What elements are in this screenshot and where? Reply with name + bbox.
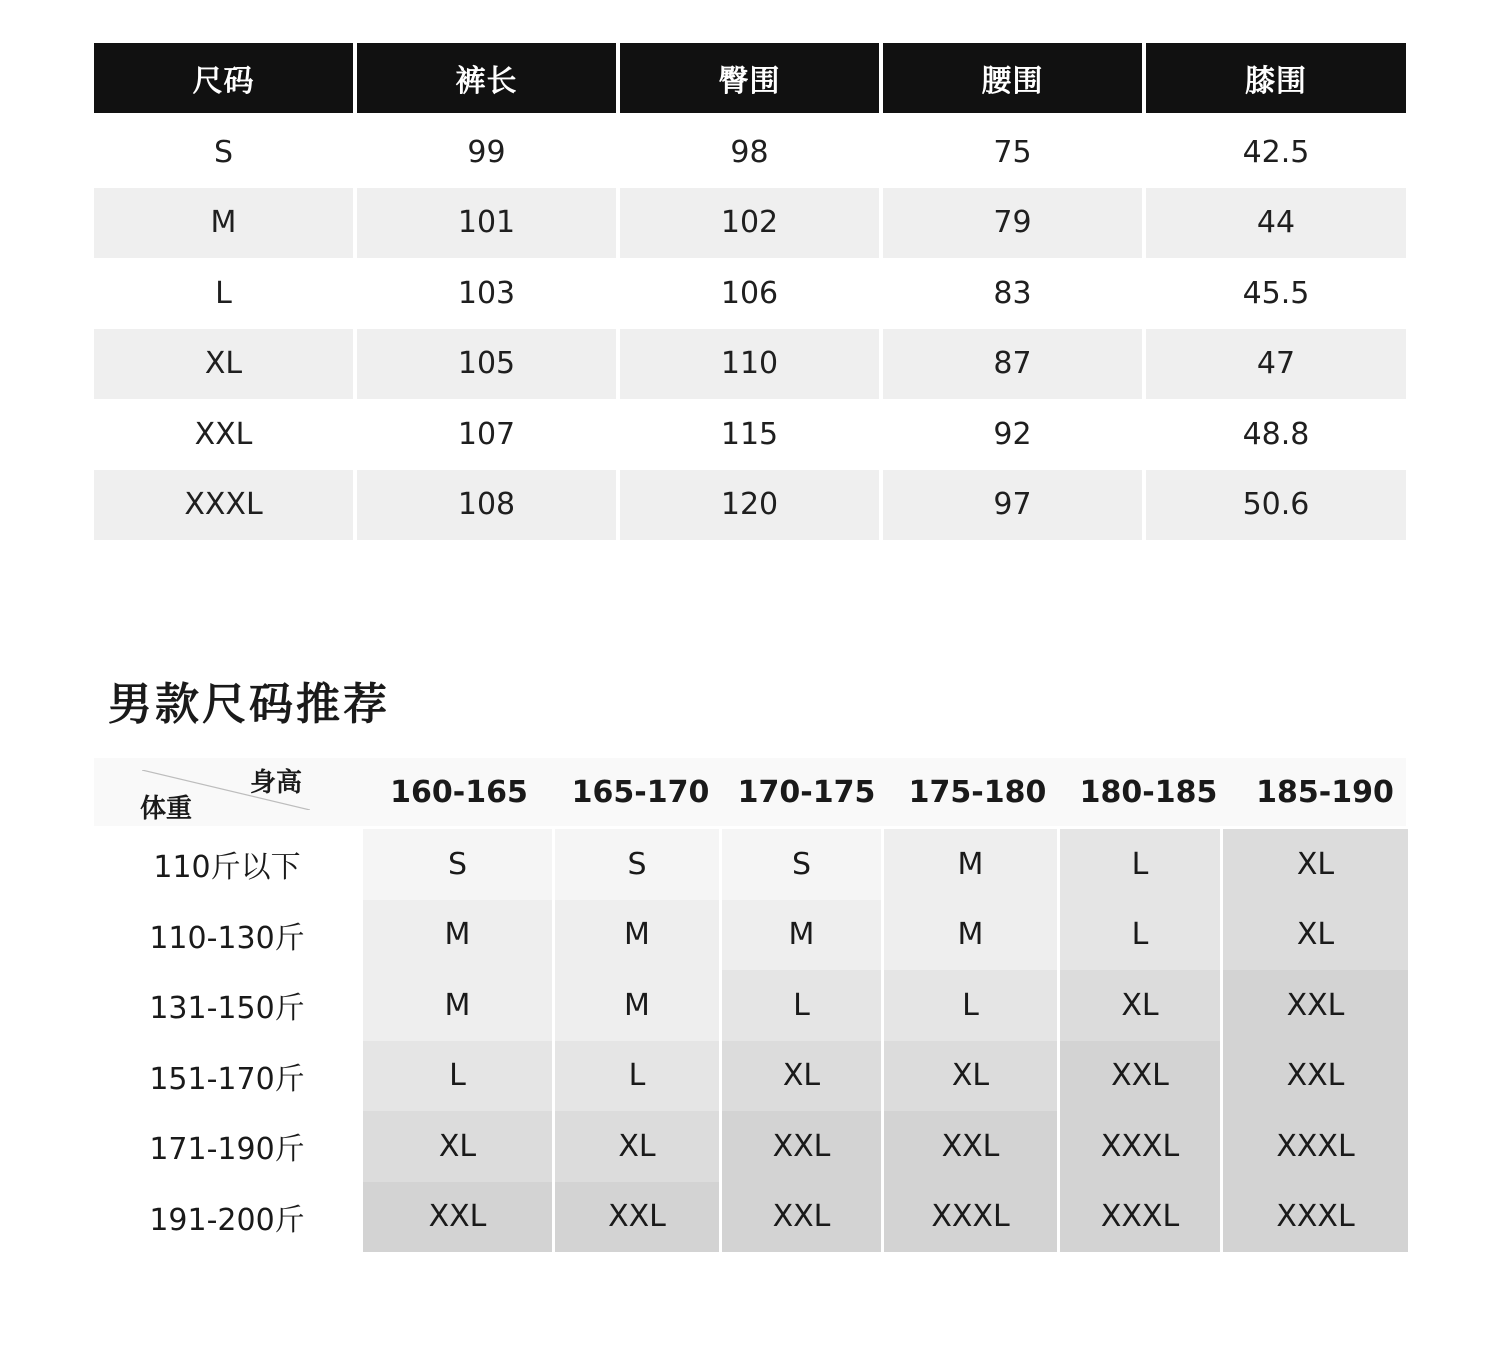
size-cell: XXXL	[884, 1182, 1057, 1253]
table-cell: 108	[357, 470, 616, 541]
weight-label: 110-130斤	[94, 900, 360, 971]
header-cell-size: 尺码	[94, 43, 353, 113]
recommendation-body	[94, 829, 1406, 1252]
size-cell: XXL	[363, 1182, 552, 1253]
table-cell: 87	[883, 329, 1142, 400]
size-cell: XL	[555, 1111, 719, 1182]
size-cell: XXXL	[1223, 1182, 1408, 1253]
size-cell: M	[363, 970, 552, 1041]
height-header-cell: 160-165	[390, 774, 528, 810]
size-cell: XL	[722, 1041, 881, 1112]
size-cell: XXXL	[1223, 1111, 1408, 1182]
size-cell: XL	[1060, 970, 1220, 1041]
height-header-cell: 180-185	[1079, 774, 1218, 810]
table-cell: 48.8	[1146, 399, 1406, 470]
corner-height-label: 身高	[250, 768, 303, 798]
size-cell: XXXL	[1060, 1182, 1220, 1253]
weight-label: 191-200斤	[94, 1182, 360, 1253]
table-cell: 115	[620, 399, 879, 470]
table-cell: XXL	[94, 399, 353, 470]
size-cell: L	[363, 1041, 552, 1112]
table-cell: M	[94, 188, 353, 259]
table-cell: S	[94, 117, 353, 188]
size-cell: XXL	[555, 1182, 719, 1253]
height-header-cell: 175-180	[908, 774, 1047, 810]
size-cell: L	[884, 970, 1057, 1041]
size-cell: M	[555, 900, 719, 971]
table-cell: 47	[1146, 329, 1406, 400]
table-cell: XXXL	[94, 470, 353, 541]
size-cell: M	[884, 829, 1057, 900]
size-cell: L	[1060, 900, 1220, 971]
table-row	[94, 900, 1406, 971]
weight-label: 171-190斤	[94, 1111, 360, 1182]
height-header-cell: 170-175	[737, 774, 876, 810]
table-cell: 45.5	[1146, 258, 1406, 329]
size-cell: M	[363, 900, 552, 971]
table-cell: 97	[883, 470, 1142, 541]
table-cell: 44	[1146, 188, 1406, 259]
weight-label: 131-150斤	[94, 970, 360, 1041]
height-header-cell: 165-170	[571, 774, 710, 810]
table-cell: 107	[357, 399, 616, 470]
size-chart-body	[94, 117, 1406, 540]
table-cell: L	[94, 258, 353, 329]
size-cell: L	[1060, 829, 1220, 900]
table-row	[94, 1041, 1406, 1112]
size-cell: XL	[1223, 829, 1408, 900]
size-cell: M	[555, 970, 719, 1041]
table-row	[94, 188, 1406, 259]
table-cell: 92	[883, 399, 1142, 470]
size-cell: XXL	[1223, 970, 1408, 1041]
table-cell: XL	[94, 329, 353, 400]
table-cell: 101	[357, 188, 616, 259]
recommendation-title: 男款尺码推荐	[108, 679, 390, 730]
table-cell: 50.6	[1146, 470, 1406, 541]
size-cell: L	[555, 1041, 719, 1112]
header-cell-hip: 臀围	[620, 43, 879, 113]
size-cell: M	[884, 900, 1057, 971]
size-cell: S	[555, 829, 719, 900]
size-cell: XXL	[1060, 1041, 1220, 1112]
size-cell: XXL	[722, 1182, 881, 1253]
table-row	[94, 1182, 1406, 1253]
header-cell-pants-length: 裤长	[357, 43, 616, 113]
size-cell: XXL	[722, 1111, 881, 1182]
table-row	[94, 829, 1406, 900]
table-cell: 105	[357, 329, 616, 400]
table-cell: 79	[883, 188, 1142, 259]
size-cell: XXXL	[1060, 1111, 1220, 1182]
weight-label: 110斤以下	[94, 829, 360, 900]
table-cell: 103	[357, 258, 616, 329]
header-cell-waist: 腰围	[883, 43, 1142, 113]
size-cell: XL	[1223, 900, 1408, 971]
table-cell: 102	[620, 188, 879, 259]
table-row	[94, 117, 1406, 188]
table-row	[94, 258, 1406, 329]
size-cell: XL	[884, 1041, 1057, 1112]
size-cell: XXL	[884, 1111, 1057, 1182]
size-cell: XXL	[1223, 1041, 1408, 1112]
table-cell: 83	[883, 258, 1142, 329]
table-row	[94, 329, 1406, 400]
weight-label: 151-170斤	[94, 1041, 360, 1112]
corner-weight-label: 体重	[140, 794, 193, 824]
table-cell: 42.5	[1146, 117, 1406, 188]
table-cell: 98	[620, 117, 879, 188]
size-recommendation-table	[94, 758, 1406, 1252]
size-cell: M	[722, 900, 881, 971]
size-cell: XL	[363, 1111, 552, 1182]
table-cell: 99	[357, 117, 616, 188]
header-cell-knee: 膝围	[1146, 43, 1406, 113]
table-row	[94, 470, 1406, 541]
size-chart-header	[94, 43, 1406, 113]
size-cell: S	[722, 829, 881, 900]
table-cell: 120	[620, 470, 879, 541]
size-cell: L	[722, 970, 881, 1041]
size-chart-table	[94, 43, 1406, 540]
corner-cell	[94, 758, 360, 826]
table-row	[94, 970, 1406, 1041]
size-cell: S	[363, 829, 552, 900]
table-row	[94, 1111, 1406, 1182]
height-header-cell: 185-190	[1256, 774, 1394, 810]
table-cell: 110	[620, 329, 879, 400]
table-cell: 106	[620, 258, 879, 329]
recommendation-header	[94, 758, 1406, 826]
table-cell: 75	[883, 117, 1142, 188]
table-row	[94, 399, 1406, 470]
